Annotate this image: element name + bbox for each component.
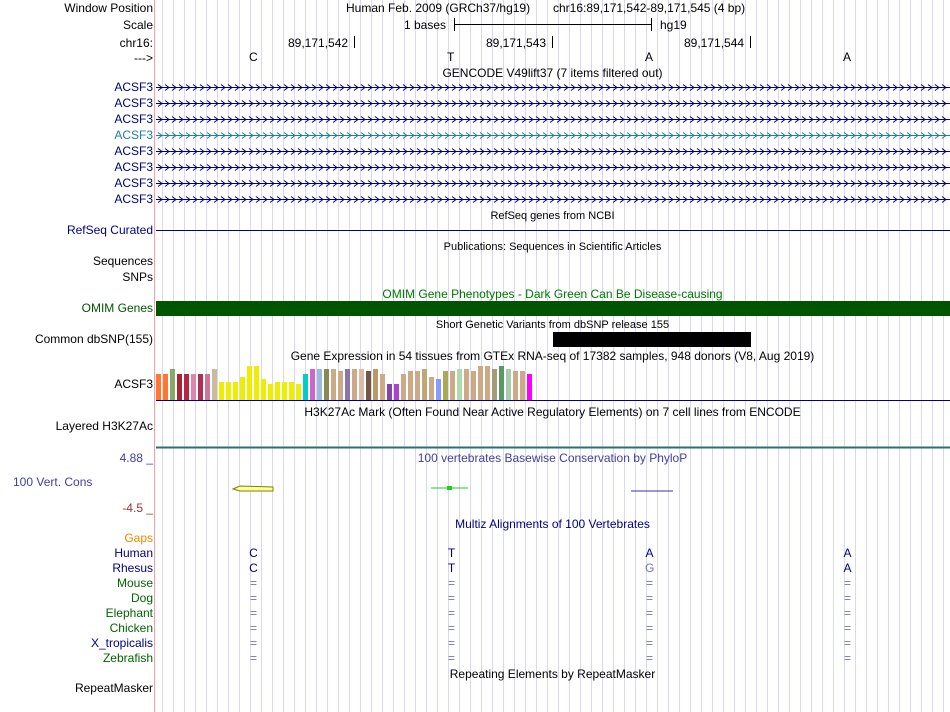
multiz-species-label[interactable]: X_tropicalis: [90, 636, 153, 650]
multiz-base: =: [645, 636, 653, 650]
gtex-tissue-bar: [408, 371, 413, 400]
repeatmasker-track-title[interactable]: Repeating Elements by RepeatMasker: [449, 667, 656, 681]
gtex-tissue-bar: [324, 369, 329, 400]
gtex-tissue-bar: [268, 384, 273, 400]
multiz-species-label[interactable]: Zebrafish: [102, 651, 153, 665]
gtex-tissue-bar: [401, 374, 406, 400]
gtex-tissue-bar: [394, 384, 399, 400]
dbsnp-track-title[interactable]: Short Genetic Variants from dbSNP release 155: [435, 319, 670, 331]
multiz-base: A: [843, 546, 852, 560]
gencode-gene-label[interactable]: ACSF3: [114, 80, 153, 94]
gtex-tissue-bar: [289, 382, 294, 400]
gencode-gene-label[interactable]: ACSF3: [114, 160, 153, 174]
multiz-base: =: [843, 651, 851, 665]
coord-label-1: 89,171,542: [288, 36, 349, 50]
dbsnp-variant-bar: [553, 332, 751, 347]
gtex-tissue-bar: [310, 369, 315, 400]
multiz-base: =: [447, 606, 455, 620]
multiz-base: =: [447, 651, 455, 665]
base-2: T: [447, 50, 455, 64]
omim-track-title[interactable]: OMIM Gene Phenotypes - Dark Green Can Be Disease-causing: [382, 287, 723, 301]
multiz-base: =: [843, 591, 851, 605]
gtex-tissue-bar: [373, 369, 378, 400]
gtex-tissue-bar: [415, 371, 420, 400]
multiz-species-label[interactable]: Rhesus: [112, 561, 153, 575]
multiz-base: =: [447, 591, 455, 605]
gtex-tissue-bar: [254, 366, 259, 400]
multiz-base: =: [843, 606, 851, 620]
gtex-tissue-bar: [156, 374, 161, 400]
h3k27ac-label[interactable]: Layered H3K27Ac: [55, 419, 153, 433]
coord-label-2: 89,171,543: [486, 36, 547, 50]
gtex-tissue-bar: [506, 369, 511, 400]
gtex-tissue-bar: [240, 377, 245, 400]
gtex-label[interactable]: ACSF3: [114, 377, 153, 391]
multiz-base: A: [843, 561, 852, 575]
gtex-tissue-bar: [205, 374, 210, 400]
gtex-tissue-bar: [198, 374, 203, 400]
phylop-min-label: -4.5 _: [122, 501, 153, 515]
multiz-base: =: [249, 621, 257, 635]
strand-label: --->: [134, 51, 153, 65]
multiz-base: =: [645, 576, 653, 590]
gtex-tissue-bar: [520, 371, 525, 400]
gtex-tissue-bar: [471, 371, 476, 400]
phylop-mark-2: [447, 486, 452, 490]
gtex-tissue-bar: [177, 374, 182, 400]
gtex-tissue-bar: [338, 371, 343, 400]
multiz-base: A: [645, 546, 654, 560]
gtex-tissue-bar: [429, 377, 434, 400]
gaps-label: Gaps: [124, 531, 153, 545]
repeatmasker-label[interactable]: RepeatMasker: [74, 681, 153, 695]
phylop-track-title[interactable]: 100 vertebrates Basewise Conservation by PhyloP: [417, 451, 688, 465]
gtex-tissue-bar: [422, 369, 427, 400]
gtex-tissue-bar: [212, 369, 217, 400]
gtex-tissue-bar: [513, 371, 518, 400]
refseq-track-title[interactable]: RefSeq genes from NCBI: [490, 210, 615, 222]
position-text[interactable]: chr16:89,171,542-89,171,545 (4 bp): [553, 1, 746, 15]
base-1: C: [249, 50, 258, 64]
multiz-base: C: [249, 561, 258, 575]
assembly-text: Human Feb. 2009 (GRCh37/hg19): [346, 1, 531, 15]
gtex-tissue-bar: [436, 379, 441, 400]
multiz-species-label[interactable]: Human: [114, 546, 153, 560]
gencode-track-title[interactable]: GENCODE V49lift37 (7 items filtered out): [442, 66, 663, 80]
gtex-tissue-bar: [527, 374, 532, 400]
phylop-max-label: 4.88 _: [119, 451, 153, 465]
gtex-tissue-bar: [317, 369, 322, 400]
gtex-tissue-bar: [457, 369, 462, 400]
multiz-base: =: [249, 606, 257, 620]
gencode-gene-label[interactable]: ACSF3: [114, 176, 153, 190]
gtex-tissue-bar: [345, 369, 350, 400]
multiz-base: T: [447, 561, 456, 575]
gtex-tissue-bar: [478, 366, 483, 400]
multiz-base: =: [249, 651, 257, 665]
gtex-tissue-bar: [275, 382, 280, 400]
multiz-base: =: [645, 606, 653, 620]
phylop-mark-1: [233, 486, 273, 491]
gtex-tissue-bar: [282, 382, 287, 400]
omim-label[interactable]: OMIM Genes: [81, 301, 153, 315]
multiz-species-label[interactable]: Elephant: [105, 606, 153, 620]
gtex-tissue-bar: [296, 384, 301, 400]
dbsnp-label[interactable]: Common dbSNP(155): [34, 332, 153, 346]
gtex-tissue-bar: [247, 366, 252, 400]
multiz-base: =: [843, 576, 851, 590]
gtex-tissue-bar: [380, 374, 385, 400]
gtex-tissue-bar: [331, 369, 336, 400]
scale-label: Scale: [122, 18, 153, 32]
gtex-tissue-bar: [352, 369, 357, 400]
gtex-tissue-bar: [464, 369, 469, 400]
gtex-tissue-bar: [366, 371, 371, 400]
multiz-base: G: [645, 561, 655, 575]
gtex-tissue-bar: [303, 374, 308, 400]
multiz-track-title[interactable]: Multiz Alignments of 100 Vertebrates: [455, 517, 650, 531]
gencode-gene-label[interactable]: ACSF3: [114, 112, 153, 126]
multiz-base: =: [249, 591, 257, 605]
multiz-base: =: [447, 576, 455, 590]
base-3: A: [645, 50, 654, 64]
h3k27ac-track-title[interactable]: H3K27Ac Mark (Often Found Near Active Regulatory Elements) on 7 cell lines from ENCODE: [304, 405, 801, 419]
gtex-tissue-bar: [359, 369, 364, 400]
gtex-tissue-bar: [450, 371, 455, 400]
gtex-tissue-bar: [485, 366, 490, 400]
phylop-label[interactable]: 100 Vert. Cons: [13, 475, 93, 489]
multiz-species-label[interactable]: Dog: [130, 591, 153, 605]
scale-text: 1 bases: [404, 18, 447, 32]
refseq-label[interactable]: RefSeq Curated: [66, 223, 153, 237]
db-text: hg19: [660, 18, 687, 32]
gtex-tissue-bar: [492, 369, 497, 400]
omim-bar: [156, 301, 950, 316]
gencode-gene-label[interactable]: ACSF3: [114, 192, 153, 206]
multiz-base: =: [645, 591, 653, 605]
multiz-base: =: [447, 621, 455, 635]
gtex-tissue-bar: [184, 374, 189, 400]
multiz-base: C: [249, 546, 258, 560]
gtex-tissue-bar: [443, 371, 448, 400]
gencode-gene-label[interactable]: ACSF3: [114, 96, 153, 110]
snps-label[interactable]: SNPs: [122, 270, 153, 284]
gtex-tissue-bar: [233, 382, 238, 400]
chromosome-label: chr16:: [119, 36, 153, 50]
gtex-track-title[interactable]: Gene Expression in 54 tissues from GTEx RNA-seq of 17382 samples, 948 donors (V8, Aug 2019): [290, 349, 815, 363]
gencode-gene-label[interactable]: ACSF3: [114, 128, 153, 142]
base-4: A: [843, 50, 852, 64]
gtex-tissue-bar: [163, 374, 168, 400]
multiz-species-label[interactable]: Mouse: [116, 576, 153, 590]
gtex-tissue-bar: [191, 374, 196, 400]
multiz-species-label[interactable]: Chicken: [109, 621, 153, 635]
coord-label-3: 89,171,544: [684, 36, 745, 50]
multiz-base: =: [249, 636, 257, 650]
gtex-tissue-bar: [170, 369, 175, 400]
multiz-base: =: [447, 636, 455, 650]
multiz-base: T: [447, 546, 456, 560]
multiz-base: =: [249, 576, 257, 590]
gencode-gene-label[interactable]: ACSF3: [114, 144, 153, 158]
multiz-base: =: [843, 636, 851, 650]
multiz-base: =: [843, 621, 851, 635]
window-position-label: Window Position: [64, 1, 153, 15]
gtex-tissue-bar: [387, 384, 392, 400]
multiz-base: =: [645, 651, 653, 665]
gtex-tissue-bar: [219, 382, 224, 400]
gtex-tissue-bar: [499, 366, 504, 400]
sequences-label[interactable]: Sequences: [92, 254, 153, 268]
gtex-tissue-bar: [226, 382, 231, 400]
multiz-base: =: [645, 621, 653, 635]
gtex-tissue-bar: [261, 379, 266, 400]
publications-track-title[interactable]: Publications: Sequences in Scientific Articles: [443, 241, 662, 253]
